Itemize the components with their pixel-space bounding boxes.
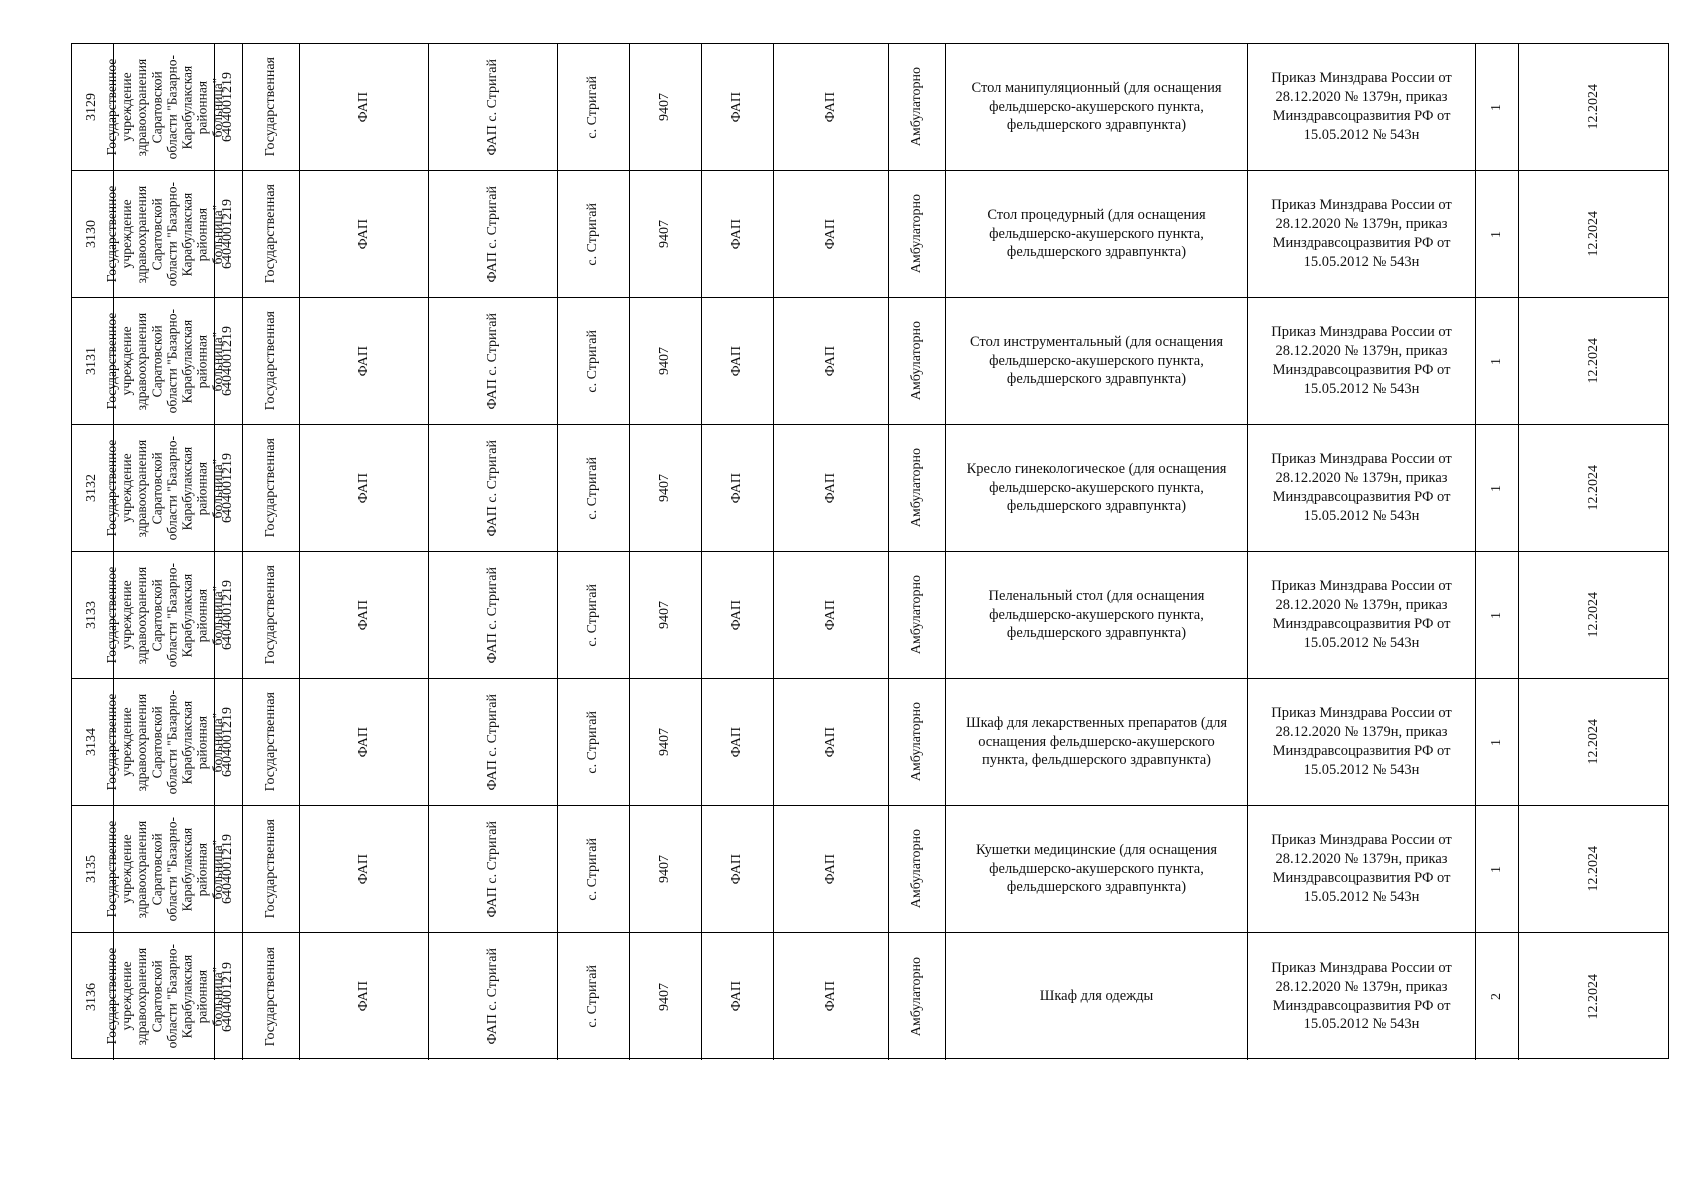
table-row bbox=[72, 171, 1668, 298]
care-text: Амбулаторно bbox=[908, 702, 924, 782]
cell-kind2 bbox=[774, 44, 889, 170]
num-text: 3134 bbox=[84, 728, 100, 756]
cell-kind1 bbox=[702, 171, 774, 297]
cell-code bbox=[630, 425, 702, 551]
cell-basis bbox=[1248, 679, 1476, 805]
cell-equipment bbox=[946, 806, 1248, 932]
cell-kind1 bbox=[702, 552, 774, 678]
inn-text: 6404001219 bbox=[220, 834, 236, 904]
form-text: Государственная bbox=[262, 692, 278, 792]
qty-text: 1 bbox=[1488, 357, 1504, 365]
cell-form bbox=[243, 171, 300, 297]
cell-inn bbox=[215, 425, 243, 551]
code-text: 9407 bbox=[657, 474, 673, 502]
type-text: ФАП bbox=[355, 853, 371, 885]
care-text: Амбулаторно bbox=[908, 829, 924, 909]
cell-place bbox=[558, 806, 630, 932]
cell-org bbox=[103, 806, 225, 932]
cell-place bbox=[558, 552, 630, 678]
cell-equipment bbox=[946, 679, 1248, 805]
care-text: Амбулаторно bbox=[908, 194, 924, 274]
date-text: 12.2024 bbox=[1586, 338, 1602, 384]
cell-place bbox=[558, 298, 630, 424]
cell-unit bbox=[429, 171, 558, 297]
equipment-text: Кресло гинекологическое (для оснащения фельдшерско-акушерского пункта, фельдшерского здравпункта) bbox=[966, 460, 1227, 515]
cell-basis bbox=[1248, 171, 1476, 297]
num-text: 3132 bbox=[84, 474, 100, 502]
equipment-text: Стол манипуляционный (для оснащения фельдшерско-акушерского пункта, фельдшерского здравпункта) bbox=[971, 79, 1222, 134]
cell-basis bbox=[1248, 44, 1476, 170]
date-text: 12.2024 bbox=[1586, 719, 1602, 765]
cell-place bbox=[558, 679, 630, 805]
cell-qty bbox=[1476, 44, 1519, 170]
date-text: 12.2024 bbox=[1586, 211, 1602, 257]
basis-text: Приказ Минздрава России от 28.12.2020 № 1379н, приказ Минздравсоцразвития РФ от 15.05.2012 № 543н bbox=[1271, 70, 1452, 143]
code-text: 9407 bbox=[657, 982, 673, 1011]
place-text: с. Стригай bbox=[585, 710, 601, 774]
kind1-text: ФАП bbox=[729, 599, 745, 631]
equipment-text: Стол инструментальный (для оснащения фельдшерско-акушерского пункта, фельдшерского здравпункта) bbox=[969, 333, 1224, 388]
cell-form bbox=[243, 552, 300, 678]
cell-care bbox=[889, 298, 946, 424]
cell-form bbox=[243, 679, 300, 805]
type-text: ФАП bbox=[355, 981, 371, 1012]
table-row bbox=[72, 298, 1668, 425]
cell-date bbox=[1519, 679, 1670, 805]
cell-kind1 bbox=[702, 44, 774, 170]
place-text: с. Стригай bbox=[585, 456, 601, 520]
num-text: 3133 bbox=[84, 601, 100, 629]
cell-form bbox=[243, 933, 300, 1060]
cell-care bbox=[889, 679, 946, 805]
cell-qty bbox=[1476, 806, 1519, 932]
table-row bbox=[72, 425, 1668, 552]
inn-text: 6404001219 bbox=[220, 580, 236, 650]
unit-text: ФАП с. Стригай bbox=[484, 948, 500, 1045]
cell-equipment bbox=[946, 425, 1248, 551]
cell-kind2 bbox=[774, 933, 889, 1060]
cell-code bbox=[630, 933, 702, 1060]
org-text: Государственное учреждение здравоохранения Саратовской области "Базарно- Карабулакская районная больница" bbox=[103, 54, 225, 160]
cell-qty bbox=[1476, 679, 1519, 805]
care-text: Амбулаторно bbox=[908, 448, 924, 528]
type-text: ФАП bbox=[355, 726, 371, 758]
kind1-text: ФАП bbox=[729, 345, 745, 377]
place-text: с. Стригай bbox=[585, 329, 601, 393]
cell-inn bbox=[215, 44, 243, 170]
type-text: ФАП bbox=[355, 345, 371, 377]
cell-kind2 bbox=[774, 425, 889, 551]
num-text: 3129 bbox=[84, 93, 100, 121]
qty-text: 1 bbox=[1488, 103, 1504, 111]
place-text: с. Стригай bbox=[585, 837, 601, 901]
kind1-text: ФАП bbox=[729, 981, 745, 1012]
basis-text: Приказ Минздрава России от 28.12.2020 № 1379н, приказ Минздравсоцразвития РФ от 15.05.2012 № 543н bbox=[1271, 705, 1452, 778]
unit-text: ФАП с. Стригай bbox=[484, 58, 500, 156]
cell-inn bbox=[215, 679, 243, 805]
cell-kind2 bbox=[774, 679, 889, 805]
equipment-text: Шкаф для одежды bbox=[1039, 988, 1154, 1005]
cell-kind2 bbox=[774, 171, 889, 297]
cell-org bbox=[103, 552, 225, 678]
cell-inn bbox=[215, 298, 243, 424]
care-text: Амбулаторно bbox=[908, 956, 924, 1037]
inn-text: 6404001219 bbox=[220, 199, 236, 269]
org-text: Государственное учреждение здравоохранения Саратовской области "Базарно- Карабулакская районная больница" bbox=[103, 816, 225, 922]
basis-text: Приказ Минздрава России от 28.12.2020 № 1379н, приказ Минздравсоцразвития РФ от 15.05.2012 № 543н bbox=[1271, 451, 1452, 524]
unit-text: ФАП с. Стригай bbox=[484, 820, 500, 918]
org-text: Государственное учреждение здравоохранения Саратовской области "Базарно- Карабулакская районная больница" bbox=[103, 435, 225, 541]
org-text: Государственное учреждение здравоохранения Саратовской области "Базарно- Карабулакская районная больница" bbox=[103, 562, 225, 668]
cell-qty bbox=[1476, 425, 1519, 551]
qty-text: 1 bbox=[1488, 865, 1504, 873]
cell-kind2 bbox=[774, 552, 889, 678]
code-text: 9407 bbox=[657, 855, 673, 883]
date-text: 12.2024 bbox=[1586, 846, 1602, 892]
cell-inn bbox=[215, 933, 243, 1060]
cell-org bbox=[103, 298, 225, 424]
equipment-text: Стол процедурный (для оснащения фельдшерско-акушерского пункта, фельдшерского здравпункта) bbox=[987, 206, 1206, 261]
form-text: Государственная bbox=[262, 438, 278, 538]
cell-equipment bbox=[946, 171, 1248, 297]
cell-code bbox=[630, 679, 702, 805]
num-text: 3135 bbox=[84, 855, 100, 883]
cell-code bbox=[630, 806, 702, 932]
cell-date bbox=[1519, 552, 1670, 678]
cell-unit bbox=[429, 806, 558, 932]
unit-text: ФАП с. Стригай bbox=[484, 566, 500, 664]
cell-type bbox=[300, 933, 429, 1060]
cell-code bbox=[630, 552, 702, 678]
cell-date bbox=[1519, 425, 1670, 551]
type-text: ФАП bbox=[355, 91, 371, 123]
equipment-text: Шкаф для лекарственных препаратов (для оснащения фельдшерско-акушерского пункта, фельдшерского здравпункта) bbox=[965, 714, 1228, 769]
cell-equipment bbox=[946, 552, 1248, 678]
cell-qty bbox=[1476, 933, 1519, 1060]
cell-unit bbox=[429, 425, 558, 551]
cell-care bbox=[889, 171, 946, 297]
num-text: 3136 bbox=[84, 982, 100, 1011]
code-text: 9407 bbox=[657, 347, 673, 375]
care-text: Амбулаторно bbox=[908, 575, 924, 655]
equipment-table bbox=[71, 43, 1669, 1059]
cell-care bbox=[889, 425, 946, 551]
inn-text: 6404001219 bbox=[220, 72, 236, 142]
kind1-text: ФАП bbox=[729, 472, 745, 504]
cell-place bbox=[558, 171, 630, 297]
form-text: Государственная bbox=[262, 311, 278, 411]
code-text: 9407 bbox=[657, 93, 673, 121]
cell-kind1 bbox=[702, 933, 774, 1060]
cell-form bbox=[243, 425, 300, 551]
date-text: 12.2024 bbox=[1586, 592, 1602, 638]
cell-date bbox=[1519, 44, 1670, 170]
cell-org bbox=[103, 171, 225, 297]
type-text: ФАП bbox=[355, 218, 371, 250]
org-text: Государственное учреждение здравоохранения Саратовской области "Базарно- Карабулакская районная больница" bbox=[103, 181, 225, 287]
cell-code bbox=[630, 298, 702, 424]
place-text: с. Стригай bbox=[585, 583, 601, 647]
org-text: Государственное учреждение здравоохранения Саратовской области "Базарно- Карабулакская районная больница" bbox=[103, 689, 225, 795]
num-text: 3130 bbox=[84, 220, 100, 248]
place-text: с. Стригай bbox=[585, 202, 601, 266]
kind2-text: ФАП bbox=[822, 726, 838, 758]
cell-basis bbox=[1248, 298, 1476, 424]
cell-care bbox=[889, 933, 946, 1060]
cell-place bbox=[558, 44, 630, 170]
cell-form bbox=[243, 298, 300, 424]
cell-basis bbox=[1248, 425, 1476, 551]
num-text: 3131 bbox=[84, 347, 100, 375]
kind2-text: ФАП bbox=[822, 345, 838, 377]
form-text: Государственная bbox=[262, 946, 278, 1047]
cell-basis bbox=[1248, 933, 1476, 1060]
cell-basis bbox=[1248, 806, 1476, 932]
cell-unit bbox=[429, 679, 558, 805]
unit-text: ФАП с. Стригай bbox=[484, 312, 500, 410]
inn-text: 6404001219 bbox=[220, 453, 236, 523]
kind2-text: ФАП bbox=[822, 218, 838, 250]
cell-date bbox=[1519, 933, 1670, 1060]
cell-code bbox=[630, 44, 702, 170]
basis-text: Приказ Минздрава России от 28.12.2020 № 1379н, приказ Минздравсоцразвития РФ от 15.05.2012 № 543н bbox=[1271, 197, 1452, 270]
care-text: Амбулаторно bbox=[908, 321, 924, 401]
cell-care bbox=[889, 44, 946, 170]
cell-qty bbox=[1476, 171, 1519, 297]
cell-org bbox=[103, 44, 225, 170]
unit-text: ФАП с. Стригай bbox=[484, 693, 500, 791]
table-row bbox=[72, 933, 1668, 1060]
form-text: Государственная bbox=[262, 57, 278, 157]
date-text: 12.2024 bbox=[1586, 973, 1602, 1020]
cell-type bbox=[300, 171, 429, 297]
kind2-text: ФАП bbox=[822, 981, 838, 1012]
cell-equipment bbox=[946, 933, 1248, 1060]
cell-date bbox=[1519, 806, 1670, 932]
cell-type bbox=[300, 425, 429, 551]
cell-type bbox=[300, 298, 429, 424]
equipment-text: Кушетки медицинские (для оснащения фельдшерско-акушерского пункта, фельдшерского здравпункта) bbox=[975, 841, 1218, 896]
cell-org bbox=[103, 679, 225, 805]
cell-kind1 bbox=[702, 298, 774, 424]
table-row bbox=[72, 44, 1668, 171]
kind1-text: ФАП bbox=[729, 853, 745, 885]
cell-type bbox=[300, 44, 429, 170]
form-text: Государственная bbox=[262, 184, 278, 284]
kind2-text: ФАП bbox=[822, 599, 838, 631]
table-row bbox=[72, 806, 1668, 933]
type-text: ФАП bbox=[355, 599, 371, 631]
type-text: ФАП bbox=[355, 472, 371, 504]
org-text: Государственное учреждение здравоохранения Саратовской области "Базарно- Карабулакская районная больница" bbox=[103, 944, 225, 1049]
cell-kind1 bbox=[702, 425, 774, 551]
unit-text: ФАП с. Стригай bbox=[484, 439, 500, 537]
cell-type bbox=[300, 806, 429, 932]
cell-unit bbox=[429, 933, 558, 1060]
equipment-text: Пеленальный стол (для оснащения фельдшерско-акушерского пункта, фельдшерского здравпункта) bbox=[988, 587, 1205, 642]
date-text: 12.2024 bbox=[1586, 84, 1602, 130]
cell-code bbox=[630, 171, 702, 297]
cell-care bbox=[889, 806, 946, 932]
form-text: Государственная bbox=[262, 565, 278, 665]
date-text: 12.2024 bbox=[1586, 465, 1602, 511]
inn-text: 6404001219 bbox=[220, 326, 236, 396]
org-text: Государственное учреждение здравоохранения Саратовской области "Базарно- Карабулакская районная больница" bbox=[103, 308, 225, 414]
code-text: 9407 bbox=[657, 728, 673, 756]
cell-unit bbox=[429, 298, 558, 424]
unit-text: ФАП с. Стригай bbox=[484, 185, 500, 283]
qty-text: 1 bbox=[1488, 738, 1504, 746]
kind1-text: ФАП bbox=[729, 91, 745, 123]
kind1-text: ФАП bbox=[729, 726, 745, 758]
qty-text: 2 bbox=[1488, 993, 1504, 1000]
cell-place bbox=[558, 933, 630, 1060]
cell-care bbox=[889, 552, 946, 678]
cell-place bbox=[558, 425, 630, 551]
kind2-text: ФАП bbox=[822, 853, 838, 885]
code-text: 9407 bbox=[657, 220, 673, 248]
cell-equipment bbox=[946, 44, 1248, 170]
cell-inn bbox=[215, 171, 243, 297]
cell-date bbox=[1519, 298, 1670, 424]
cell-unit bbox=[429, 552, 558, 678]
cell-inn bbox=[215, 806, 243, 932]
cell-equipment bbox=[946, 298, 1248, 424]
basis-text: Приказ Минздрава России от 28.12.2020 № 1379н, приказ Минздравсоцразвития РФ от 15.05.2012 № 543н bbox=[1271, 324, 1452, 397]
basis-text: Приказ Минздрава России от 28.12.2020 № 1379н, приказ Минздравсоцразвития РФ от 15.05.2012 № 543н bbox=[1271, 832, 1452, 905]
kind2-text: ФАП bbox=[822, 91, 838, 123]
cell-form bbox=[243, 44, 300, 170]
basis-text: Приказ Минздрава России от 28.12.2020 № 1379н, приказ Минздравсоцразвития РФ от 15.05.2012 № 543н bbox=[1271, 578, 1452, 651]
table-row bbox=[72, 552, 1668, 679]
kind2-text: ФАП bbox=[822, 472, 838, 504]
cell-type bbox=[300, 679, 429, 805]
cell-date bbox=[1519, 171, 1670, 297]
cell-qty bbox=[1476, 552, 1519, 678]
cell-form bbox=[243, 806, 300, 932]
cell-type bbox=[300, 552, 429, 678]
cell-kind2 bbox=[774, 298, 889, 424]
code-text: 9407 bbox=[657, 601, 673, 629]
place-text: с. Стригай bbox=[585, 75, 601, 139]
cell-kind1 bbox=[702, 679, 774, 805]
cell-org bbox=[103, 425, 225, 551]
cell-qty bbox=[1476, 298, 1519, 424]
cell-org bbox=[103, 933, 225, 1060]
inn-text: 6404001219 bbox=[220, 707, 236, 777]
place-text: с. Стригай bbox=[585, 965, 601, 1028]
table-row bbox=[72, 679, 1668, 806]
qty-text: 1 bbox=[1488, 484, 1504, 492]
cell-kind2 bbox=[774, 806, 889, 932]
cell-basis bbox=[1248, 552, 1476, 678]
form-text: Государственная bbox=[262, 819, 278, 919]
qty-text: 1 bbox=[1488, 230, 1504, 238]
qty-text: 1 bbox=[1488, 611, 1504, 619]
cell-inn bbox=[215, 552, 243, 678]
cell-kind1 bbox=[702, 806, 774, 932]
inn-text: 6404001219 bbox=[220, 961, 236, 1032]
kind1-text: ФАП bbox=[729, 218, 745, 250]
basis-text: Приказ Минздрава России от 28.12.2020 № 1379н, приказ Минздравсоцразвития РФ от 15.05.2012 № 543н bbox=[1271, 959, 1452, 1033]
care-text: Амбулаторно bbox=[908, 67, 924, 147]
cell-unit bbox=[429, 44, 558, 170]
